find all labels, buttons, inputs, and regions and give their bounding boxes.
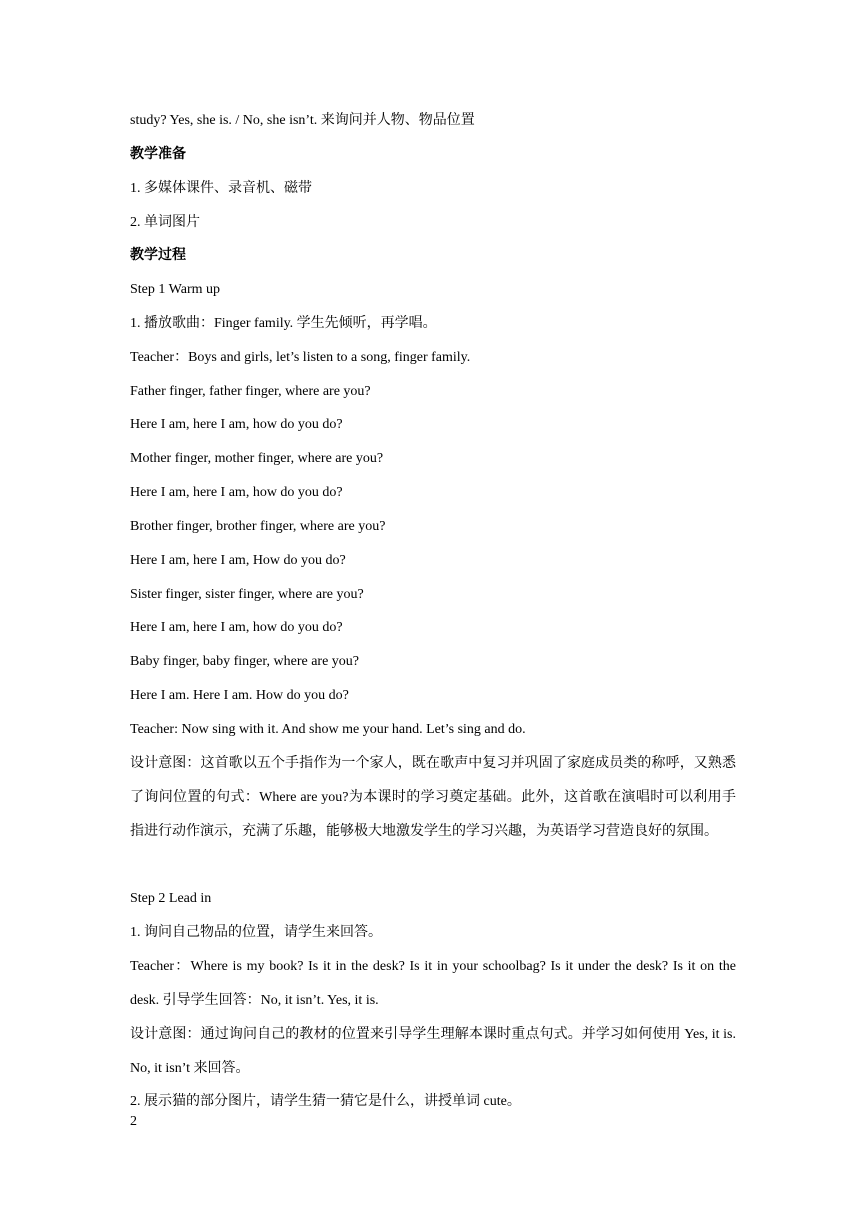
text-line: 1. 播放歌曲：Finger family. 学生先倾听，再学唱。 [130, 316, 437, 331]
section-heading-process: 教学过程 [130, 248, 186, 263]
song-line: Here I am, here I am, how do you do? [130, 417, 343, 432]
song-line: Sister finger, sister finger, where are you? [130, 587, 364, 602]
section-heading-preparation: 教学准备 [130, 147, 186, 162]
text-line: study? Yes, she is. / No, she isn’t. 来询问并人物、物品位置 [130, 113, 475, 128]
text-line: Teacher: Now sing with it. And show me your hand. Let’s sing and do. [130, 722, 526, 737]
design-intent-paragraph: 设计意图：通过询问自己的教材的位置来引导学生理解本课时重点句式。并学习如何使用 Yes, it is. No, it isn’t 来回答。 [130, 1027, 736, 1076]
teacher-paragraph: Teacher：Where is my book? Is it in the desk? Is it in your schoolbag? Is it under the desk? Is it on the desk. 引导学生回答：No, it isn’t. Yes, it is. [130, 959, 736, 1008]
song-line: Here I am. Here I am. How do you do? [130, 688, 349, 703]
step-heading: Step 1 Warm up [130, 282, 220, 297]
song-line: Here I am, here I am, How do you do? [130, 553, 346, 568]
text-line: 2. 展示猫的部分图片，请学生猜一猜它是什么，讲授单词 cute。 [130, 1094, 521, 1109]
text-line: Teacher：Boys and girls, let’s listen to a song, finger family. [130, 350, 471, 365]
song-line: Father finger, father finger, where are you? [130, 384, 371, 399]
song-line: Brother finger, brother finger, where are you? [130, 519, 386, 534]
page-number: 2 [130, 1114, 137, 1129]
step-heading: Step 2 Lead in [130, 891, 212, 906]
text-line: 2. 单词图片 [130, 215, 200, 230]
song-line: Baby finger, baby finger, where are you? [130, 654, 360, 669]
text-line: 1. 询问自己物品的位置，请学生来回答。 [130, 925, 382, 940]
song-line: Here I am, here I am, how do you do? [130, 620, 343, 635]
song-line: Mother finger, mother finger, where are you? [130, 451, 384, 466]
text-line: 1. 多媒体课件、录音机、磁带 [130, 181, 312, 196]
song-line: Here I am, here I am, how do you do? [130, 485, 343, 500]
design-intent-paragraph: 设计意图：这首歌以五个手指作为一个家人，既在歌声中复习并巩固了家庭成员类的称呼，又熟悉了询问位置的句式：Where are you?为本课时的学习奠定基础。此外，这首歌在演唱时可以利用手指进行动作演示，充满了乐趣，能够极大地激发学生的学习兴趣，为英语学习营造良好的氛围。 [130, 756, 736, 839]
